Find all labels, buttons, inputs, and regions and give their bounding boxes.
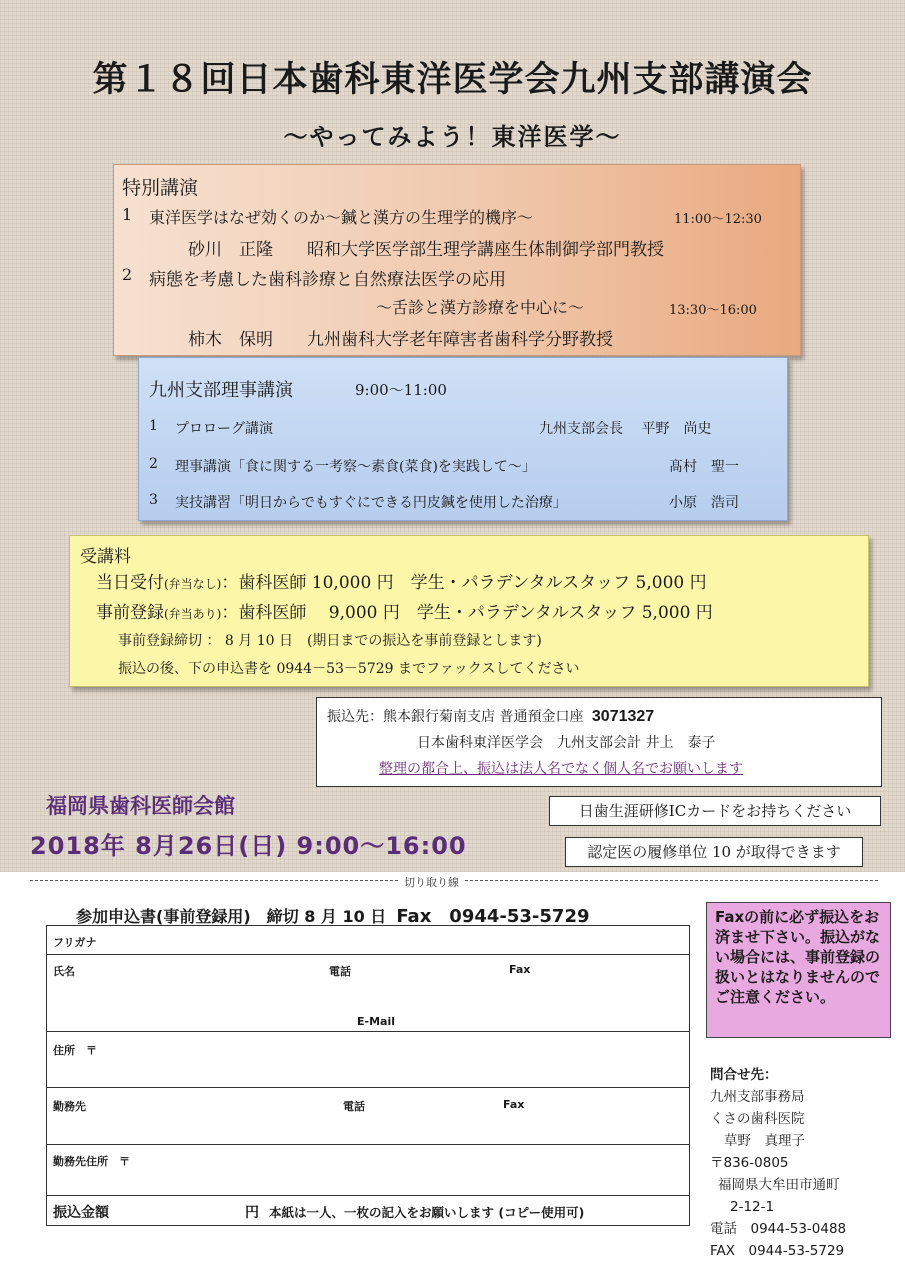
bank-line-1-text: 振込先：熊本銀行菊南支店 普通預金口座 xyxy=(327,709,584,725)
email-label: E-Mail xyxy=(357,1015,395,1028)
lecture-2-speaker: 柿木 保明 九州歯科大学老年障害者歯科学分野教授 xyxy=(188,330,613,350)
director-1-speaker: 九州支部会長 平野 尚史 xyxy=(539,421,712,437)
work-fax-label: Fax xyxy=(503,1098,525,1111)
contact-address-2: 2-12-1 xyxy=(730,1199,775,1215)
contact-zip: 〒836-0805 xyxy=(710,1155,789,1171)
address-row[interactable] xyxy=(47,1032,689,1088)
contact-tel: 電話 0944-53-0488 xyxy=(710,1221,847,1237)
director-3-title: 実技講習「明日からでもすぐにできる円皮鍼を使用した治療」 xyxy=(175,495,567,511)
bank-transfer-box xyxy=(316,697,882,787)
bank-account-number: 3071327 xyxy=(591,708,655,725)
director-lectures-box xyxy=(138,357,788,521)
name-label: 氏名 xyxy=(53,965,75,978)
fees-line-2-note: (弁当あり) xyxy=(164,607,222,621)
work-address-label: 勤務先住所 〒 xyxy=(53,1155,130,1168)
address-label: 住所 〒 xyxy=(53,1044,97,1057)
amount-row[interactable] xyxy=(47,1196,689,1225)
director-lectures-heading: 九州支部理事講演 xyxy=(149,380,293,401)
director-1-num: 1 xyxy=(149,418,158,434)
fees-line-2-rest: ：歯科医師 9,000 円 学生・パラデンタルスタッフ 5,000 円 xyxy=(221,603,713,623)
bank-line-1 xyxy=(327,706,654,726)
bank-line-3: 整理の都合上、振込は法人名でなく個人名でお願いします xyxy=(379,761,743,777)
workplace-label: 勤務先 xyxy=(53,1100,86,1113)
special-lectures-box xyxy=(113,164,801,356)
fees-line-2 xyxy=(96,598,713,623)
director-3-num: 3 xyxy=(149,492,158,508)
lecture-1-time: 11:00～12:30 xyxy=(674,212,762,227)
fees-deadline: 事前登録締切 ： 8 月 10 日 (期日までの振込を事前登録とします) xyxy=(118,633,542,649)
director-2-num: 2 xyxy=(149,456,158,472)
event-title: 第１８回日本歯科東洋医学会九州支部講演会 xyxy=(92,59,813,100)
fees-box xyxy=(69,535,869,687)
form-fax: Fax 0944-53-5729 xyxy=(396,906,590,927)
bank-line-2: 日本歯科東洋医学会 九州支部会計 井上 泰子 xyxy=(417,735,716,751)
director-2-speaker: 髙村 聖一 xyxy=(669,459,739,475)
work-address-row[interactable] xyxy=(47,1145,689,1196)
lecture-1-num: 1 xyxy=(122,205,133,224)
form-notice: 本紙は一人、一枚の記入をお願いします (コピー使用可) xyxy=(269,1205,585,1220)
contact-heading: 問合せ先： xyxy=(710,1067,778,1083)
director-3-speaker: 小原 浩司 xyxy=(669,495,739,511)
contact-org: 九州支部事務局 xyxy=(710,1089,805,1105)
lecture-1-speaker: 砂川 正隆 昭和大学医学部生理学講座生体制御学部門教授 xyxy=(188,240,664,260)
lecture-2-title: 病態を考慮した歯科診療と自然療法医学の応用 xyxy=(149,270,506,290)
fees-heading: 受講料 xyxy=(80,547,131,567)
cut-line-label: 切り取り線 xyxy=(400,874,463,890)
amount-label: 振込金額 xyxy=(53,1205,109,1221)
fees-line-1-label: 当日受付 xyxy=(96,573,164,593)
venue: 福岡県歯科医師会館 xyxy=(46,794,235,818)
lecture-2-num: 2 xyxy=(122,265,133,284)
credit-note: 認定医の履修単位 10 が取得できます xyxy=(565,837,863,867)
contact-address-1: 福岡県大牟田市通町 xyxy=(718,1177,840,1193)
contact-clinic: くさの歯科医院 xyxy=(710,1111,805,1127)
work-phone-label: 電話 xyxy=(343,1100,365,1113)
furigana-row[interactable] xyxy=(47,926,689,955)
registration-form xyxy=(46,925,690,1226)
form-title: 参加申込書(事前登録用) 締切 8 月 10 日 xyxy=(76,907,387,926)
ic-card-note: 日歯生涯研修ICカードをお持ちください xyxy=(549,796,881,826)
contact-info xyxy=(710,1064,846,1262)
contact-fax: FAX 0944-53-5729 xyxy=(710,1243,845,1259)
fax-label: Fax xyxy=(509,963,531,976)
director-1-title: プロローグ講演 xyxy=(175,421,273,437)
fees-line-1 xyxy=(96,568,707,593)
payment-warning: Faxの前に必ず振込をお済ませ下さい。振込がない場合には、事前登録の扱いとはなりませんのでご注意ください。 xyxy=(706,902,891,1038)
phone-label: 電話 xyxy=(329,965,351,978)
yen-label: 円 xyxy=(245,1205,259,1221)
director-2-title: 理事講演「食に関する一考察～素食(菜食)を実践して～」 xyxy=(175,459,536,475)
contact-person: 草野 真理子 xyxy=(724,1133,805,1149)
lecture-1-title: 東洋医学はなぜ効くのか～鍼と漢方の生理学的機序～ xyxy=(149,208,534,227)
fees-line-1-rest: ：歯科医師 10,000 円 学生・パラデンタルスタッフ 5,000 円 xyxy=(221,573,707,593)
special-lectures-heading: 特別講演 xyxy=(122,177,199,199)
fees-line-2-label: 事前登録 xyxy=(96,603,164,623)
lecture-2-subtitle: ～舌診と漢方診療を中心に～ xyxy=(376,298,585,317)
lecture-2-time: 13:30～16:00 xyxy=(669,303,757,318)
fees-line-1-note: (弁当なし) xyxy=(164,577,222,591)
fees-fax-note: 振込の後、下の申込書を 0944－53－5729 までファックスしてください xyxy=(118,661,580,677)
event-date: 2018年 8月26日(日) 9:00～16:00 xyxy=(30,832,467,860)
director-lectures-time: 9:00～11:00 xyxy=(355,381,447,399)
name-row[interactable] xyxy=(47,955,689,1032)
event-subtitle: ～やってみよう！東洋医学～ xyxy=(283,122,622,151)
furigana-label: フリガナ xyxy=(53,936,97,949)
workplace-row[interactable] xyxy=(47,1088,689,1145)
